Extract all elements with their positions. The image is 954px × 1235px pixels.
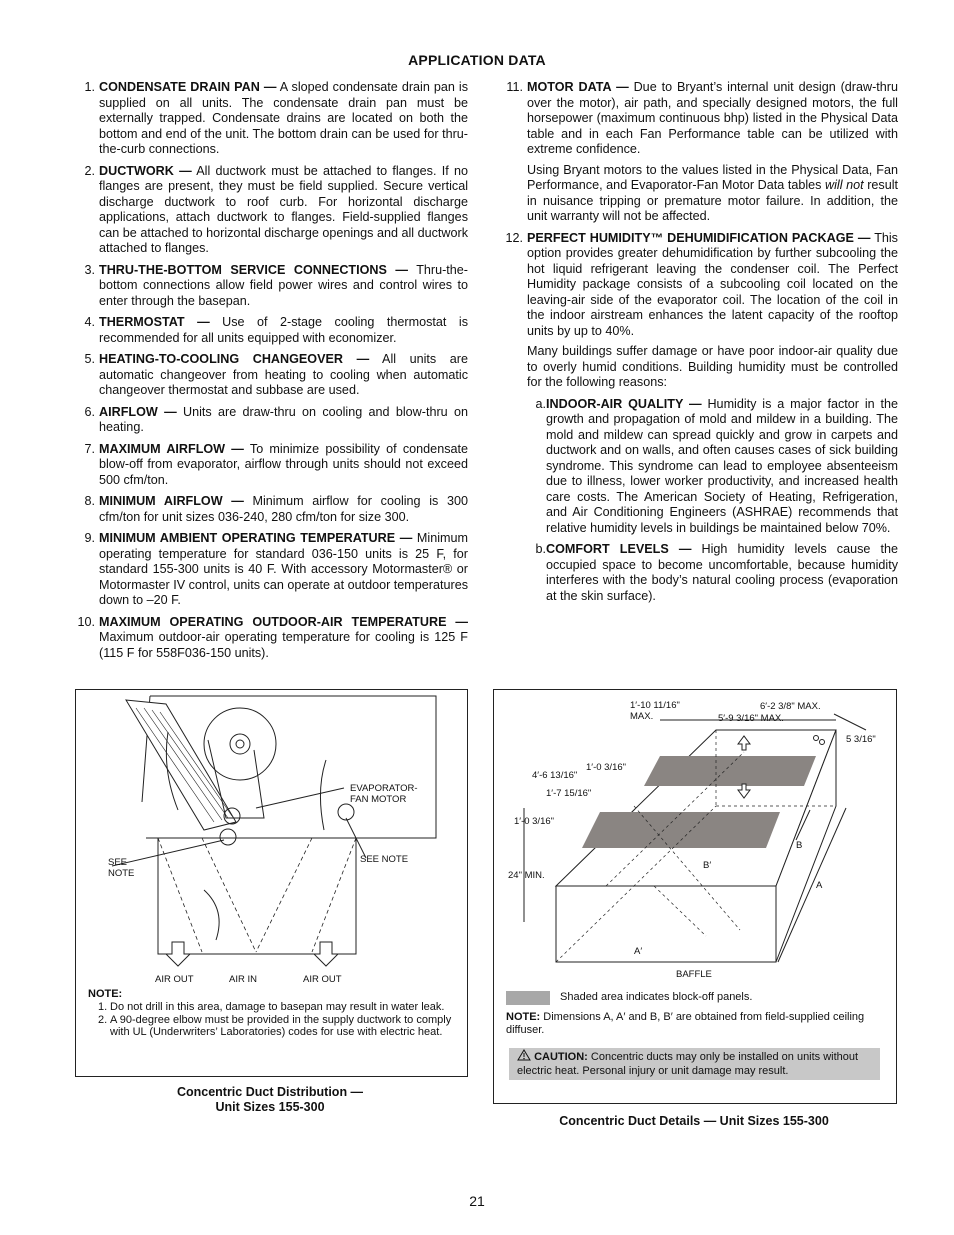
item-heading: CONDENSATE DRAIN PAN — — [99, 80, 277, 94]
motor-label: FAN MOTOR — [350, 794, 407, 805]
item-text: Due to Bryant’s internal unit design (draw-thru over the motor), air path, and specially designed motors, the full horsepower (maximum continuous bhp) listed in the Physical Data table and in each Fan Performance table can be utilized with extreme confidence. — [527, 80, 898, 156]
sub-item-heading: INDOOR-AIR QUALITY — — [546, 396, 702, 411]
list-item — [76, 352, 468, 399]
dimension-label: B′ — [703, 860, 712, 871]
item-number: 3. — [84, 262, 95, 277]
list-item — [76, 442, 468, 489]
air-out-left-label: AIR OUT — [155, 974, 194, 985]
item-number: 9. — [84, 531, 95, 545]
air-out-arrow-right — [314, 942, 338, 966]
dimension-label: 1′-0 3/16" — [514, 816, 555, 827]
list-item — [76, 164, 468, 257]
item-paragraph: Many buildings suffer damage or have poor indoor-air quality due to overly humid conditions. Building humidity must be controlled for the following reasons: — [527, 344, 898, 389]
list-item — [76, 80, 468, 158]
dimension-label: A — [816, 880, 823, 891]
list-item — [76, 494, 468, 525]
dimension-label: 5′-9 3/16" MAX. — [718, 713, 784, 724]
caution-text: Concentric ducts may only be installed on units without electric heat. Personal injury or unit damage may result. — [517, 1051, 859, 1077]
list-item — [76, 531, 468, 609]
sub-item-number: b. — [535, 542, 546, 556]
sub-item-number: a. — [535, 396, 546, 411]
note-text: A 90-degree elbow must be provided in the supply ductwork to comply with UL (Underwriters’ Laboratories) codes for use with electric heat. — [110, 1014, 452, 1038]
airflow-arrow — [320, 760, 326, 830]
item-number: 2. — [84, 163, 95, 178]
item-paragraph — [527, 163, 898, 225]
item-text: All ductwork must be attached to flanges. If no flanges are present, they must be field supplied. Secure vertical discharge ductwork to roof curb. For horizontal discharge applications, attach ductwork to flanges. Field-supplied flanges can be attached to horizontal discharge openings and all ductwork attached to flanges. — [99, 163, 468, 255]
sub-item-text: High humidity levels cause the occupied space to become uncomfortable, because humidity interferes with the body’s natural cooling process (evaporation at the skin surface). — [546, 542, 898, 603]
see-note-leader — [112, 840, 224, 866]
baffle-label: BAFFLE — [676, 969, 712, 980]
item-heading: MINIMUM AMBIENT OPERATING TEMPERATURE — — [99, 531, 413, 545]
evaporator-coil — [126, 700, 236, 830]
item-number: 4. — [84, 315, 95, 329]
dimension-label: 24" MIN. — [508, 870, 545, 881]
see-note-left-label: SEE — [108, 857, 128, 868]
sub-item-text: Humidity is a major factor in the growth and propagation of mold and mildew in a building. The mold and mildew can spread quickly and grow in carpets and ductwork and on walls, and often causes cases of sick building syndrome. This syndrome can lead to employee absenteeism due to illness, lower worker productivity, and increased health care costs. The American Society of Heating, Refrigeration, and Air Conditioning Engineers (ASHRAE) recommends that relative humidity levels in buildings be maintained below 70%. — [546, 396, 898, 535]
legend-swatch — [506, 991, 550, 1005]
item-number: 12. — [505, 230, 523, 245]
air-in-label: AIR IN — [229, 974, 257, 985]
list-item-11 — [504, 80, 898, 225]
item-number: 11. — [506, 80, 523, 94]
item-heading: DUCTWORK — — [99, 163, 192, 178]
item-text: Units are draw-thru on cooling and blow-thru on heating. — [99, 404, 468, 434]
right-column — [504, 80, 898, 610]
sub-item-heading: COMFORT LEVELS — — [546, 542, 692, 556]
item-number: 8. — [84, 494, 95, 508]
list-item — [76, 615, 468, 662]
drain-circle-left — [220, 829, 236, 845]
dimension-label: B — [796, 840, 803, 851]
left-figure-caption: Concentric Duct Distribution — Unit Sizes 155-300 — [176, 1085, 364, 1114]
dimension-label: 5 3/16" — [846, 734, 876, 745]
list-item-12 — [504, 231, 898, 605]
caution-box — [509, 1048, 880, 1080]
item-text: This option provides greater dehumidification by further subcooling the hot liquid refrigerant leaving the condenser coil. The Perfect Humidity package consists of a subcooling coil located on the leaving-air side of the evaporator coil. The location of the coil in the indoor airstream enhances the latent capacity of the rooftop units by up to 40%. — [527, 230, 898, 338]
sub-item-b — [527, 542, 898, 604]
list-item — [76, 405, 468, 436]
dimension-label: A′ — [634, 946, 643, 957]
dimension-label: MAX. — [630, 711, 654, 722]
item-heading: MAXIMUM AIRFLOW — — [99, 441, 244, 456]
item-text: To minimize possibility of condensate blow-off from evaporator, airflow through units should not exceed 500 cfm/ton. — [99, 441, 468, 487]
item-heading: THRU-THE-BOTTOM SERVICE CONNECTIONS — — [99, 262, 408, 277]
dimension-label: 1′-10 11/16" — [630, 700, 680, 711]
item-text: Maximum outdoor-air operating temperature for cooling is 125 F (115 F for 558F036-150 units). — [99, 630, 468, 660]
concentric-duct-details-diagram — [494, 690, 894, 990]
item-number: 7. — [84, 441, 95, 456]
note-number: 1. — [98, 1001, 108, 1013]
item-number: 10. — [77, 614, 95, 629]
item-text: All units are automatic changeover from heating to cooling when automatic changeover thermostat and subbase are used. — [99, 352, 468, 397]
item-number: 6. — [84, 404, 95, 419]
warning-icon — [517, 1049, 531, 1061]
item-text: Use of 2-stage cooling thermostat is recommended for all units equipped with economizer. — [99, 315, 469, 345]
dimension-label: 4′-6 13/16" — [532, 770, 578, 781]
motor-leader — [256, 788, 344, 808]
fan-shaft — [236, 740, 244, 748]
right-figure-caption: Concentric Duct Details — Unit Sizes 155-300 — [559, 1114, 829, 1128]
dimension-line — [834, 714, 866, 730]
page-number: 21 — [469, 1193, 485, 1209]
block-off-panel — [582, 812, 780, 848]
duct-outline — [158, 838, 356, 954]
duct-dashed-lines — [158, 838, 356, 952]
left-figure-notes — [88, 988, 453, 1038]
para-text: Using Bryant motors to the values listed in the Physical Data, Fan Performance, and Evaporator-Fan Motor Data tables — [527, 162, 898, 192]
note-text: Do not drill in this area, damage to basepan may result in water leak. — [110, 1001, 445, 1013]
note-title: NOTE: — [88, 988, 123, 1000]
item-heading: MINIMUM AIRFLOW — — [99, 494, 244, 508]
dimension-label: 1′-7 15/16" — [546, 788, 592, 799]
item-heading: THERMOSTAT — — [99, 315, 210, 329]
airflow-arrow — [204, 890, 219, 940]
item-heading: MOTOR DATA — — [527, 80, 629, 94]
air-out-right-label: AIR OUT — [303, 974, 342, 985]
motor-label: EVAPORATOR- — [350, 783, 418, 794]
note-item — [88, 1001, 453, 1013]
sub-item-a — [527, 397, 898, 537]
page-title: APPLICATION DATA — [408, 52, 546, 68]
para-emphasis: will not — [825, 178, 864, 192]
item-heading: PERFECT HUMIDITY™ DEHUMIDIFICATION PACKAGE — — [527, 230, 871, 245]
see-note-left-label: NOTE — [108, 868, 135, 879]
right-figure-note — [506, 1011, 886, 1036]
dimension-label: 1′-0 3/16" — [586, 762, 627, 773]
caution-head: CAUTION: — [534, 1051, 588, 1063]
duct-box-front — [556, 886, 776, 962]
concentric-duct-distribution-diagram — [76, 690, 466, 990]
dimension-label: 6′-2 3/8" MAX. — [760, 701, 821, 712]
note-head: NOTE: — [506, 1011, 541, 1023]
item-heading: MAXIMUM OPERATING OUTDOOR-AIR TEMPERATURE — — [99, 614, 468, 629]
list-item — [76, 263, 468, 310]
note-text: Dimensions A, A′ and B, B′ are obtained from field-supplied ceiling diffuser. — [506, 1011, 865, 1036]
item-heading: HEATING-TO-COOLING CHANGEOVER — — [99, 352, 370, 366]
note-number: 2. — [98, 1014, 108, 1026]
drain-circle-right — [338, 804, 354, 820]
item-number: 5. — [84, 352, 95, 366]
air-out-arrow-left — [166, 942, 190, 966]
note-item — [88, 1014, 453, 1038]
list-item — [76, 315, 468, 346]
item-number: 1. — [84, 80, 95, 94]
see-note-right-label: SEE NOTE — [360, 854, 409, 865]
left-column — [76, 80, 468, 667]
legend-text: Shaded area indicates block-off panels. — [560, 991, 753, 1003]
item-text: Minimum operating temperature for standard 036-150 units is 25 F, for standard 155-300 units is 40 F. With accessory Motormaster® or Motormaster IV control, units can operate at outdoor temperatures down to –20 F. — [99, 531, 468, 607]
fan-hub — [230, 734, 250, 754]
block-off-panel — [644, 756, 816, 786]
item-text: Thru-the-bottom connections allow field power wires and control wires to enter through the basepan. — [99, 262, 468, 308]
para-text: result in nuisance tripping or premature motor failure. In addition, the unit warranty will not be affected. — [527, 178, 899, 223]
item-heading: AIRFLOW — — [99, 404, 177, 419]
item-text: Minimum airflow for cooling is 300 cfm/ton for unit sizes 036-240, 280 cfm/ton for size 300. — [99, 494, 468, 524]
item-text: A sloped condensate drain pan is supplied on all units. The condensate drain pan must be externally trapped. Condensate drains are located on both the bottom and end of the unit. The bottom drain can be used for thru-the-curb connections. — [99, 80, 468, 156]
